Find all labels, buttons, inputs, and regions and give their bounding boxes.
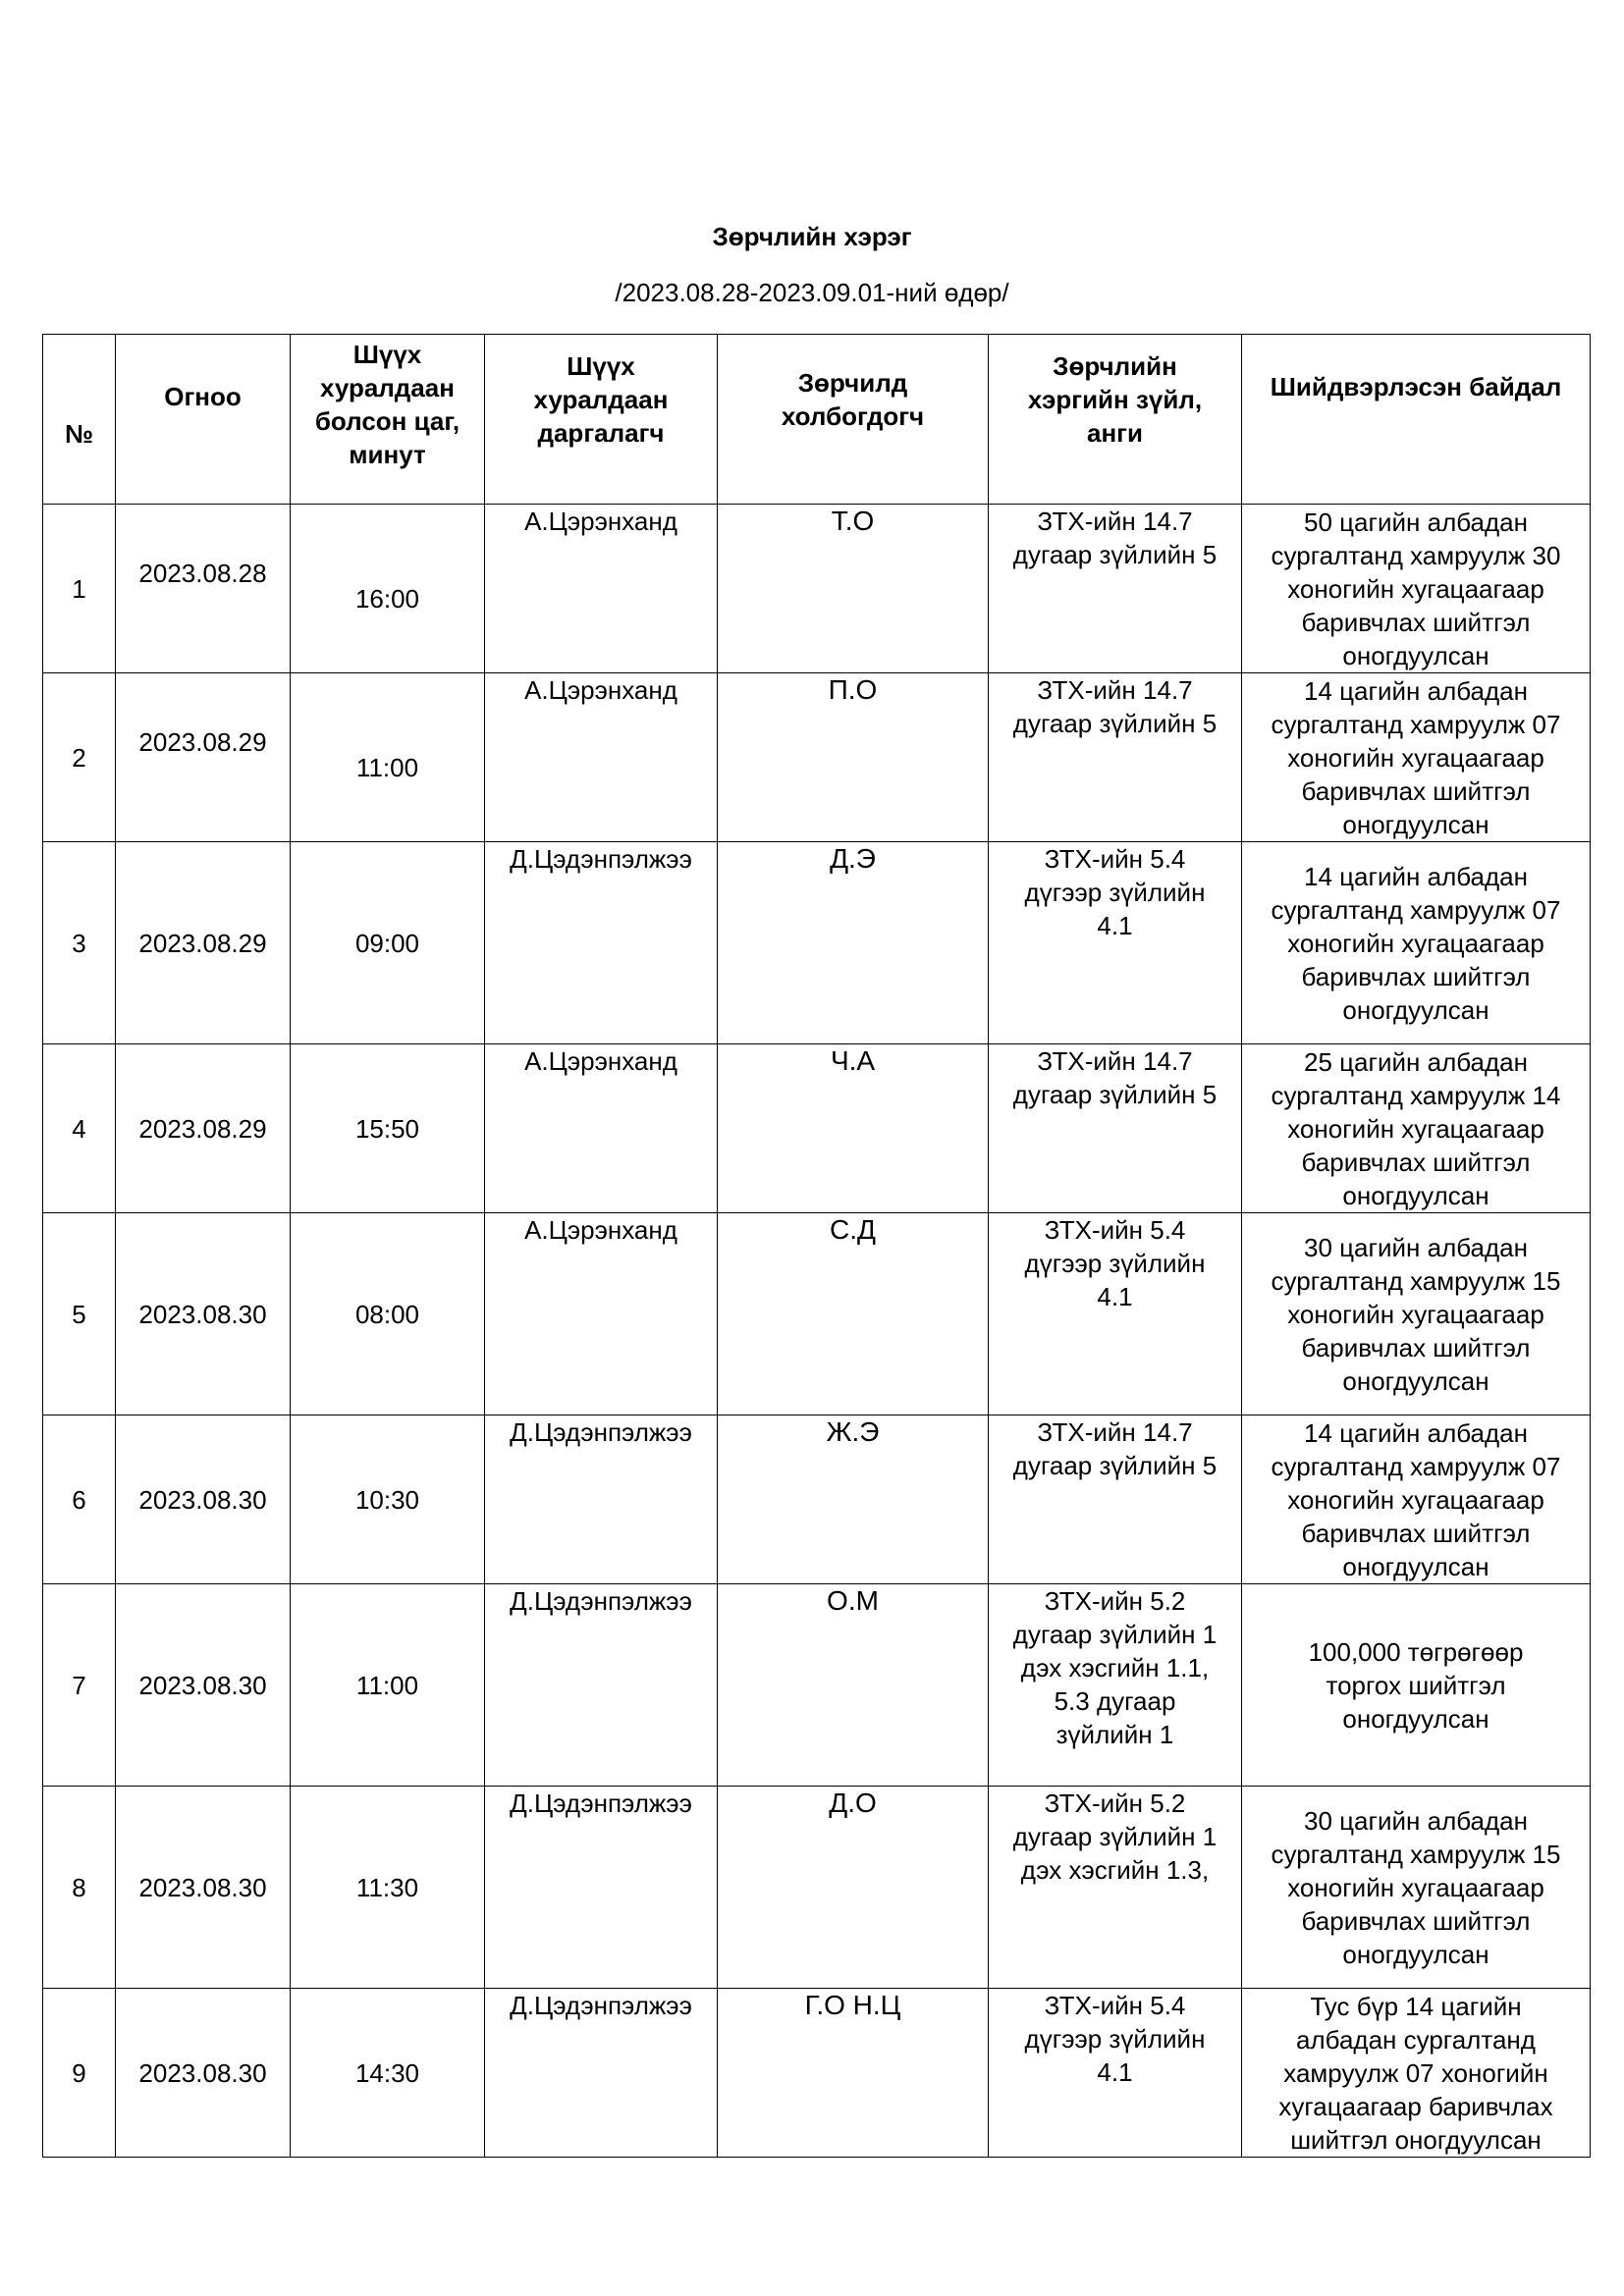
header-date-label: Огноо <box>164 382 242 411</box>
cell-article-text: ЗТХ-ийн 14.7 дугаар зүйлийн 5 <box>1012 507 1218 569</box>
cell-party-text: Ж.Э <box>826 1416 880 1447</box>
cell-article <box>989 1044 1242 1213</box>
header-time-label: Шүүх хуралдаан болсон цаг, минут <box>314 340 460 469</box>
cell-party <box>718 505 989 673</box>
cell-article-text: ЗТХ-ийн 5.2 дугаар зүйлийн 1 дэх хэсгийн 1.3, <box>1012 1789 1218 1885</box>
document-title: Зөрчлийн хэрэг <box>712 222 912 251</box>
cell-decision-text: 30 цагийн албадан сургалтанд хамруулж 15 хоногийн хугацаагаар баривчлах шийтгэл оногдуулсан <box>1271 1805 1561 1969</box>
cell-party <box>718 1584 989 1787</box>
cell-time <box>291 673 485 842</box>
cell-num <box>43 1787 116 1989</box>
cell-time <box>291 1213 485 1415</box>
cell-date <box>116 505 291 673</box>
cell-article <box>989 1787 1242 1989</box>
cell-article <box>989 673 1242 842</box>
cell-num <box>43 673 116 842</box>
cell-date <box>116 1415 291 1584</box>
cell-party-text: С.Д <box>830 1214 876 1245</box>
header-row <box>43 335 1591 505</box>
cell-article <box>989 505 1242 673</box>
cell-time <box>291 505 485 673</box>
cell-judge <box>485 1584 718 1787</box>
cell-article-text: ЗТХ-ийн 14.7 дугаар зүйлийн 5 <box>1012 1046 1218 1109</box>
cell-num-text: 1 <box>72 573 86 604</box>
cell-time <box>291 1415 485 1584</box>
cell-party-text: Д.Э <box>830 843 876 874</box>
cell-num <box>43 1415 116 1584</box>
cell-decision <box>1242 1415 1591 1584</box>
cell-time-text: 09:00 <box>354 928 420 958</box>
cases-table <box>42 334 1591 2158</box>
cell-party-text: П.О <box>828 674 878 705</box>
table-row <box>43 1415 1591 1584</box>
cell-party-text: О.М <box>827 1585 879 1616</box>
cell-num <box>43 1044 116 1213</box>
cell-decision <box>1242 842 1591 1044</box>
cell-judge-text: А.Цэрэнханд <box>524 675 677 705</box>
cell-article-text: ЗТХ-ийн 14.7 дугаар зүйлийн 5 <box>1012 1417 1218 1480</box>
cell-article <box>989 1415 1242 1584</box>
cell-judge <box>485 1044 718 1213</box>
cell-judge-text: А.Цэрэнханд <box>524 1046 677 1076</box>
cell-num <box>43 1989 116 2158</box>
cell-date <box>116 1989 291 2158</box>
cell-party <box>718 842 989 1044</box>
cell-decision <box>1242 1584 1591 1787</box>
cell-decision-text: 14 цагийн албадан сургалтанд хамруулж 07 хоногийн хугацаагаар баривчлах шийтгэл оногдуулсан <box>1271 675 1561 839</box>
cell-date-text: 2023.08.30 <box>138 1872 267 1902</box>
cell-date-text: 2023.08.29 <box>138 726 267 757</box>
document-subtitle: /2023.08.28-2023.09.01-ний өдөр/ <box>615 278 1009 307</box>
cell-decision <box>1242 1989 1591 2158</box>
cell-party-text: Д.О <box>829 1788 877 1818</box>
cell-date <box>116 842 291 1044</box>
header-num <box>43 335 116 505</box>
cell-date-text: 2023.08.29 <box>138 928 267 958</box>
table-row <box>43 1213 1591 1415</box>
cell-judge <box>485 505 718 673</box>
cell-num-text: 2 <box>72 742 86 773</box>
cell-judge <box>485 1213 718 1415</box>
cell-time-text: 16:00 <box>354 583 420 614</box>
cell-party-text: Г.О Н.Ц <box>804 1990 901 2020</box>
cell-time-text: 14:30 <box>354 2057 420 2088</box>
cell-party <box>718 1213 989 1415</box>
cell-judge-text: Д.Цэдэнпэлжээ <box>510 1789 692 1818</box>
cell-decision-text: 50 цагийн албадан сургалтанд хамруулж 30 хоногийн хугацаагаар баривчлах шийтгэл оногдуулсан <box>1271 507 1561 670</box>
cell-num-text: 3 <box>72 928 86 958</box>
cell-num <box>43 842 116 1044</box>
cell-num-text: 5 <box>72 1299 86 1329</box>
cell-judge <box>485 1787 718 1989</box>
header-judge <box>485 335 718 505</box>
header-time <box>291 335 485 505</box>
cell-num <box>43 1584 116 1787</box>
cell-time-text: 15:50 <box>354 1113 420 1144</box>
cell-num-text: 9 <box>72 2057 86 2088</box>
cell-date <box>116 1044 291 1213</box>
table-row <box>43 1044 1591 1213</box>
cell-num <box>43 505 116 673</box>
header-article <box>989 335 1242 505</box>
cell-num-text: 7 <box>72 1670 86 1700</box>
header-party <box>718 335 989 505</box>
cell-judge-text: Д.Цэдэнпэлжээ <box>510 1417 692 1447</box>
cell-decision-text: 25 цагийн албадан сургалтанд хамруулж 14 хоногийн хугацаагаар баривчлах шийтгэл оногдуулсан <box>1271 1046 1561 1210</box>
header-judge-label: Шүүх хуралдаан даргалагч <box>533 351 669 448</box>
cell-decision <box>1242 1213 1591 1415</box>
header-num-label: № <box>65 419 93 449</box>
header-decision-label: Шийдвэрлэсэн байдал <box>1270 372 1562 401</box>
cell-decision-text: 14 цагийн албадан сургалтанд хамруулж 07 хоногийн хугацаагаар баривчлах шийтгэл оногдуулсан <box>1271 1417 1561 1581</box>
cell-time <box>291 842 485 1044</box>
cell-judge <box>485 842 718 1044</box>
table-row <box>43 1584 1591 1787</box>
cell-date-text: 2023.08.28 <box>138 558 267 588</box>
cell-time-text: 11:00 <box>355 752 419 782</box>
cell-article <box>989 1989 1242 2158</box>
cell-num-text: 4 <box>72 1113 86 1144</box>
cell-party <box>718 1787 989 1989</box>
table-body <box>43 505 1591 2158</box>
cell-decision <box>1242 1044 1591 1213</box>
table-header <box>43 335 1591 505</box>
cell-judge-text: Д.Цэдэнпэлжээ <box>510 1586 692 1616</box>
cell-date <box>116 1213 291 1415</box>
cell-num-text: 6 <box>72 1484 86 1515</box>
cell-party-text: Т.О <box>831 506 875 536</box>
cell-time-text: 10:30 <box>354 1484 420 1515</box>
cell-decision <box>1242 505 1591 673</box>
cell-party <box>718 673 989 842</box>
table-row <box>43 842 1591 1044</box>
header-decision <box>1242 335 1591 505</box>
cell-date-text: 2023.08.29 <box>138 1113 267 1144</box>
cell-num-text: 8 <box>72 1872 86 1902</box>
cell-time <box>291 1044 485 1213</box>
cell-judge <box>485 673 718 842</box>
cell-time-text: 11:30 <box>355 1872 419 1902</box>
cell-article-text: ЗТХ-ийн 5.4 дүгээр зүйлийн 4.1 <box>1024 844 1206 940</box>
cell-party <box>718 1044 989 1213</box>
cell-date <box>116 1787 291 1989</box>
cell-article-text: ЗТХ-ийн 5.4 дүгээр зүйлийн 4.1 <box>1024 1215 1206 1311</box>
table-row <box>43 673 1591 842</box>
table-row <box>43 505 1591 673</box>
cell-num <box>43 1213 116 1415</box>
table-row <box>43 1787 1591 1989</box>
cell-decision-text: Тус бүр 14 цагийн албадан сургалтанд хамруулж 07 хоногийн хугацаагаар баривчлах шийтгэл оногдуулсан <box>1278 1991 1553 2155</box>
cell-decision <box>1242 673 1591 842</box>
cell-decision-text: 30 цагийн албадан сургалтанд хамруулж 15 хоногийн хугацаагаар баривчлах шийтгэл оногдуулсан <box>1271 1232 1561 1396</box>
cell-judge-text: А.Цэрэнханд <box>524 1215 677 1245</box>
cell-time <box>291 1584 485 1787</box>
cell-article-text: ЗТХ-ийн 5.2 дугаар зүйлийн 1 дэх хэсгийн 1.1, 5.3 дугаар зүйлийн 1 <box>1012 1586 1218 1749</box>
cell-date-text: 2023.08.30 <box>138 1670 267 1700</box>
cell-decision <box>1242 1787 1591 1989</box>
cell-article <box>989 1584 1242 1787</box>
cell-date <box>116 673 291 842</box>
header-party-label: Зөрчилд холбогдогч <box>781 368 925 431</box>
cell-article-text: ЗТХ-ийн 14.7 дугаар зүйлийн 5 <box>1012 675 1218 738</box>
cell-party <box>718 1415 989 1584</box>
cell-date-text: 2023.08.30 <box>138 1299 267 1329</box>
cell-party <box>718 1989 989 2158</box>
cell-article <box>989 842 1242 1044</box>
table-row <box>43 1989 1591 2158</box>
cell-time <box>291 1989 485 2158</box>
cell-judge <box>485 1989 718 2158</box>
cell-party-text: Ч.А <box>830 1045 876 1076</box>
cell-judge-text: Д.Цэдэнпэлжээ <box>510 844 692 874</box>
cell-article <box>989 1213 1242 1415</box>
cell-decision-text: 14 цагийн албадан сургалтанд хамруулж 07 хоногийн хугацаагаар баривчлах шийтгэл оногдуулсан <box>1271 861 1561 1025</box>
cell-article-text: ЗТХ-ийн 5.4 дүгээр зүйлийн 4.1 <box>1024 1991 1206 2087</box>
cell-date-text: 2023.08.30 <box>138 1484 267 1515</box>
cell-time-text: 11:00 <box>355 1670 419 1700</box>
cell-date-text: 2023.08.30 <box>138 2057 267 2088</box>
cell-time-text: 08:00 <box>354 1299 420 1329</box>
cell-judge-text: Д.Цэдэнпэлжээ <box>510 1991 692 2020</box>
cell-judge <box>485 1415 718 1584</box>
cell-decision-text: 100,000 төгрөгөөр торгох шийтгэл оногдуулсан <box>1308 1636 1524 1734</box>
cell-judge-text: А.Цэрэнханд <box>524 507 677 536</box>
header-date <box>116 335 291 505</box>
header-article-label: Зөрчлийн хэргийн зүйл, анги <box>1027 351 1203 448</box>
cell-date <box>116 1584 291 1787</box>
cell-time <box>291 1787 485 1989</box>
